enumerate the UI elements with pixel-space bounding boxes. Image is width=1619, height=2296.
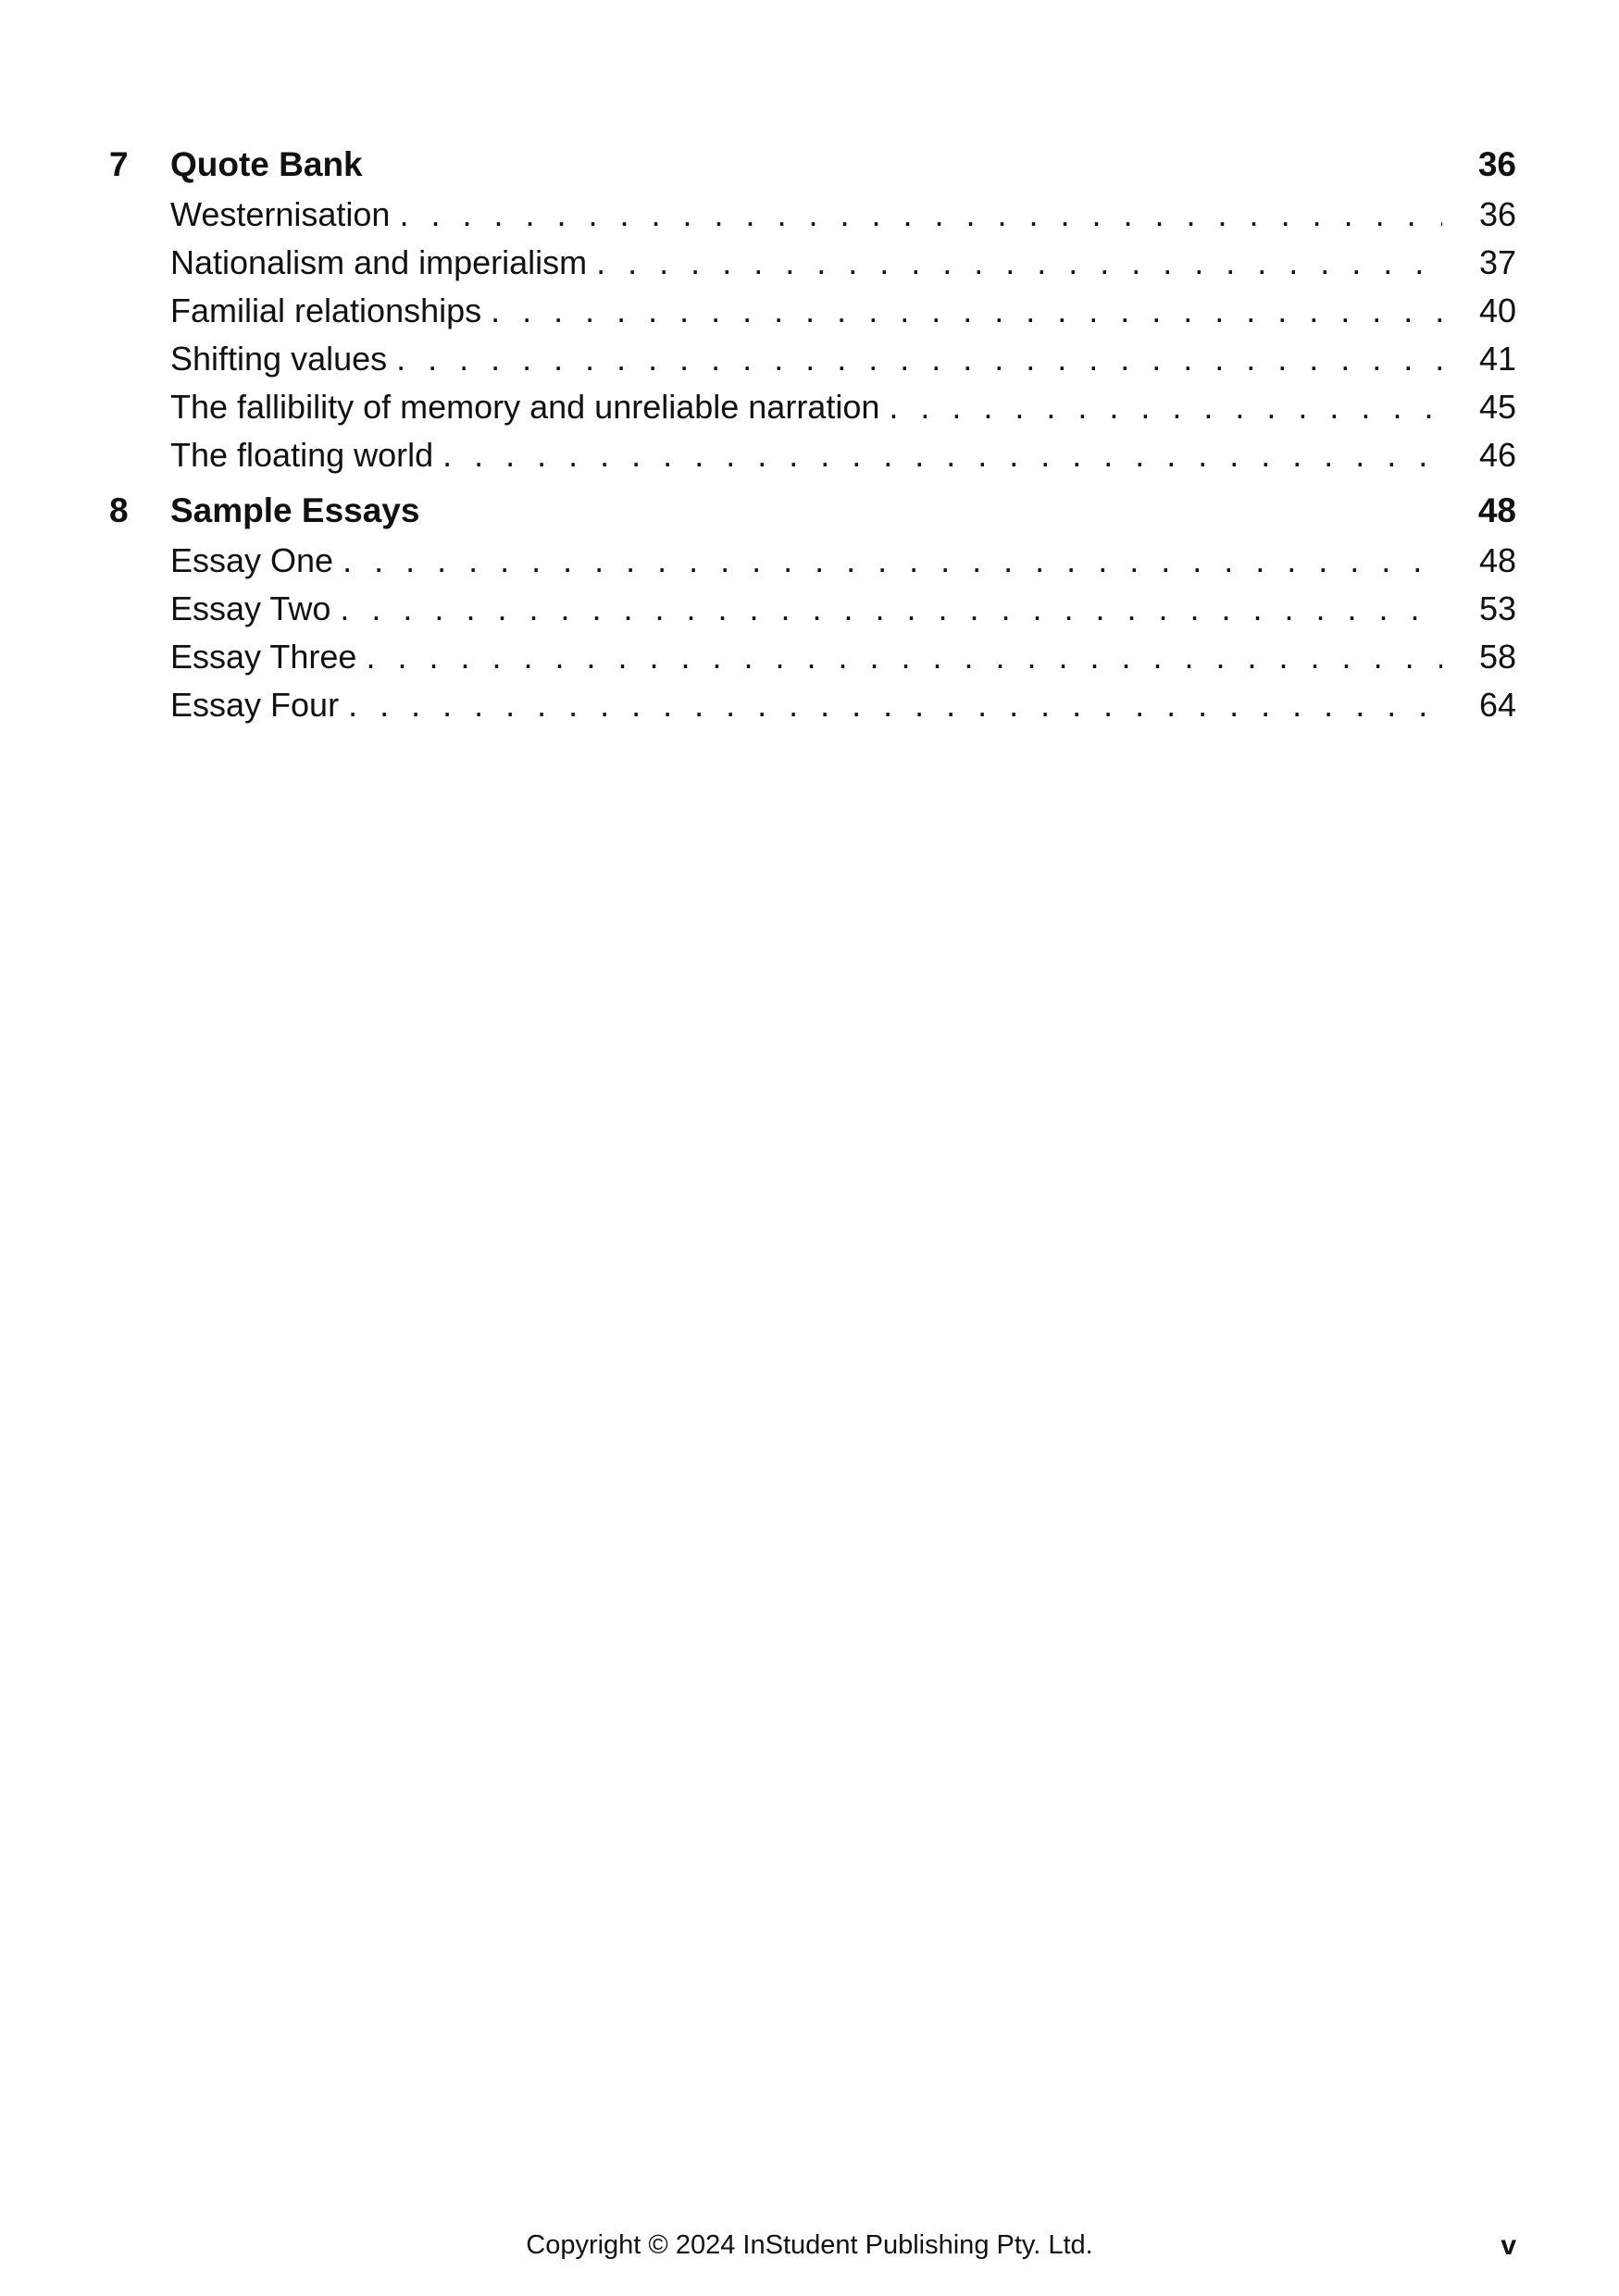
entry-page-number: 48 [1478,541,1516,579]
toc-entry[interactable] [170,585,1516,633]
entry-title: The fallibility of memory and unreliable narration [170,383,889,431]
entry-title: The floating world [170,431,442,479]
toc-entry[interactable] [170,383,1516,431]
chapter-heading[interactable] [109,485,1516,537]
toc-entry[interactable] [170,191,1516,239]
entry-page-number: 41 [1478,340,1516,378]
entry-title: Essay Two [170,585,340,633]
toc-entry[interactable] [170,335,1516,383]
dot-leader [342,537,1442,585]
entry-page-number: 46 [1478,436,1516,474]
entry-title: Westernisation [170,191,399,239]
entry-title: Shifting values [170,335,396,383]
dot-leader [442,431,1442,479]
chapter-number: 8 [109,491,129,529]
entry-page-number: 45 [1478,388,1516,426]
entry-page-number: 40 [1478,292,1516,329]
chapter-page-number: 36 [1477,145,1516,183]
dot-leader [340,585,1442,633]
chapter-title: Quote Bank [170,145,363,183]
page-number: v [1501,2230,1516,2261]
entry-page-number: 36 [1478,195,1516,233]
table-of-contents [109,139,1516,735]
page-footer [0,2230,1619,2271]
entry-title: Essay Four [170,681,348,729]
entry-title: Nationalism and imperialism [170,239,596,287]
dot-leader [491,287,1442,335]
toc-entry[interactable] [170,681,1516,729]
dot-leader [596,239,1442,287]
toc-chapter [109,485,1516,729]
entry-title: Essay Three [170,633,366,681]
entry-page-number: 64 [1478,686,1516,724]
chapter-heading[interactable] [109,139,1516,191]
toc-entry[interactable] [170,431,1516,479]
dot-leader [366,633,1442,681]
copyright-notice: Copyright © 2024 InStudent Publishing Pty. Ltd. [526,2230,1093,2260]
entry-title: Essay One [170,537,342,585]
dot-leader [399,191,1442,239]
dot-leader [889,383,1442,431]
toc-entry[interactable] [170,287,1516,335]
entry-page-number: 53 [1478,590,1516,627]
toc-chapter [109,139,1516,479]
dot-leader [348,681,1442,729]
entry-page-number: 37 [1478,243,1516,281]
entry-page-number: 58 [1478,638,1516,676]
toc-entry[interactable] [170,633,1516,681]
toc-entry[interactable] [170,239,1516,287]
entry-title: Familial relationships [170,287,491,335]
chapter-page-number: 48 [1477,491,1516,529]
dot-leader [396,335,1442,383]
chapter-number: 7 [109,145,129,183]
toc-entry[interactable] [170,537,1516,585]
chapter-title: Sample Essays [170,491,420,529]
